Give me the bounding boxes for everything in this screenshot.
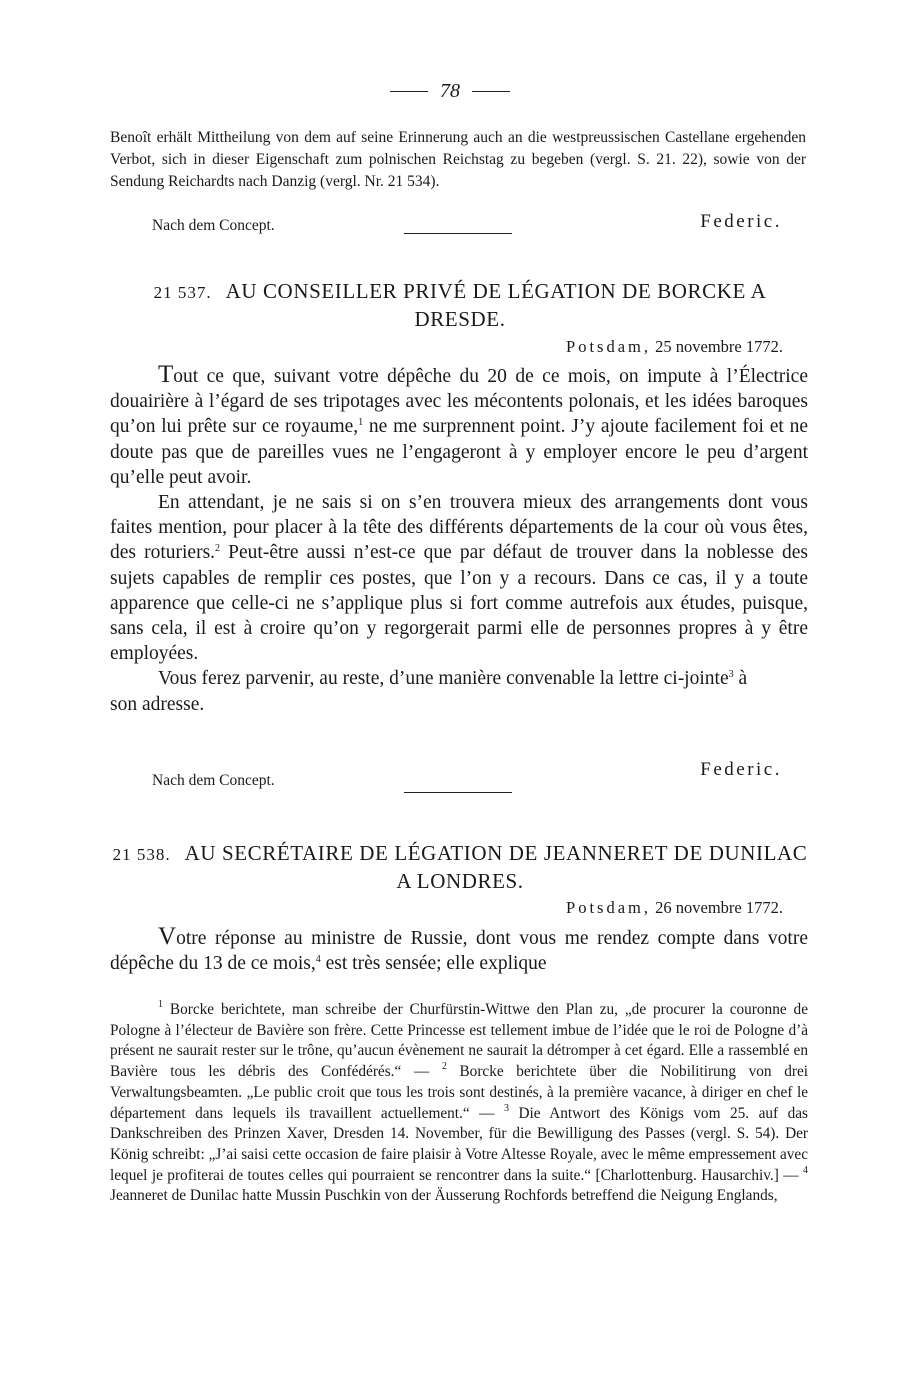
letter2-dropcap: V bbox=[158, 923, 177, 950]
footnote-1-mark: 1 bbox=[158, 999, 163, 1010]
footnotes bbox=[110, 1000, 808, 1207]
page-number: 78 bbox=[440, 80, 460, 102]
letter2-place: Potsdam, bbox=[566, 898, 652, 917]
letter2-paragraph-1 bbox=[110, 924, 808, 976]
letter1-signature-row bbox=[152, 759, 782, 794]
letter1-p1-text: out ce que, suivant votre dépêche du 20 de ce mois, on impute à l’Électrice douairière à l’égard de ses tripotages avec les mécontents polonais, et les idées baroques qu’on lui prête sur ce royaume, bbox=[110, 366, 808, 438]
footnote-ref-3[interactable]: 3 bbox=[728, 669, 734, 681]
footnote-3-text: Die Antwort des Königs vom 25. auf das Dankschreiben des Prinzen Xaver, Dresden 14. November, für die Bewilligung des Passes (vergl. S. 54). Der König schreibt: „J’ai saisi cette occasion de faire plaisir à Votre Altesse Royale, avec le même empressement avec lequel je profiterai de toutes celles qui pourraient se rencontrer dans la suite.“ [Charlottenburg. Hausarchiv.] — bbox=[110, 1104, 808, 1184]
footnote-4-text: Jeanneret de Dunilac hatte Mussin Puschkin von der Äusserung Rochfords betreffend die Neigung Englands, bbox=[110, 1187, 778, 1205]
letter1-number: 21 537. bbox=[153, 283, 212, 302]
letter1-body bbox=[110, 362, 808, 717]
letter1-dateline bbox=[566, 337, 783, 357]
intro-signature: Federic. bbox=[700, 211, 782, 232]
letter1-p2-end: Peut-être aussi n’est-ce que par défaut de trouver dans la noblesse des sujets capables de remplir ces postes, que l’on y a recours. Dans ce cas, il y a toute apparence que celle-ci ne s’applique plus si fort comme autrefois aux études, puisque, sans cela, il est à croire qu’on y regorgerait parmi elle de personnes propres à y être employées. bbox=[110, 542, 808, 665]
letter1-paragraph-2 bbox=[110, 490, 808, 666]
letter1-signature: Federic. bbox=[700, 759, 782, 780]
header-dash-right bbox=[472, 91, 510, 92]
page-header bbox=[0, 80, 900, 103]
letter1-p2-text: En attendant, je ne sais si on s’en trouvera mieux des arrangements dont vous faites mention, pour placer à la tête des différents départements de la cour où vous êtes, des roturiers. bbox=[110, 492, 808, 564]
letter1-separator bbox=[404, 792, 512, 793]
letter2-body bbox=[110, 924, 808, 976]
letter2-date: 26 novembre 1772. bbox=[655, 898, 783, 917]
letter1-p3-end: à son adresse. bbox=[110, 668, 748, 715]
letter1-paragraph-3 bbox=[110, 666, 808, 716]
footnote-ref-4[interactable]: 4 bbox=[315, 954, 321, 966]
intro-signature-row bbox=[152, 213, 782, 243]
footnote-2-text: Borcke berichtete über die Nobilitirung von drei Verwaltungsbeamten. „Le public croit que tous les trois sont destinés, à la première vacance, à diriger en chef le département dans lequels ils travaillent actuellement.“ — bbox=[110, 1063, 808, 1122]
letter1-p1-end: ne me surprennent point. J’y ajoute facilement foi et ne doute pas que de pareilles vues ne l’engageront à y employer encore le peu d’argent qu’elle peut avoir. bbox=[110, 416, 808, 488]
letter2-p1-end: est très sensée; elle explique bbox=[320, 953, 547, 975]
letter2-dateline bbox=[566, 898, 783, 918]
letter1-p3-text: Vous ferez parvenir, au reste, d’une manière convenable la lettre ci-jointe bbox=[158, 668, 729, 690]
footnote-ref-2[interactable]: 2 bbox=[215, 543, 221, 555]
letter2-heading bbox=[110, 840, 810, 894]
letter1-dropcap: T bbox=[158, 361, 174, 388]
letter1-place: Potsdam, bbox=[566, 337, 652, 356]
intro-separator bbox=[404, 233, 512, 234]
letter2-title: AU SECRÉTAIRE DE LÉGATION DE JEANNERET DE DUNILAC A LONDRES. bbox=[184, 841, 808, 893]
footnote-1-text: Borcke berichtete, man schreibe der Churfürstin-Wittwe den Plan zu, „de procurer la couronne de Pologne à l’électeur de Bavière son frère. Cette Princesse est tellement imbue de l’idée que le roi de Pologne d’à présent ne saurait rester sur le trône, qu’aucun évènement ne saurait la détromper à cet égard. Elle a rassemblé en Bavière tous les débris des Confédérés.“ — bbox=[110, 1001, 808, 1081]
footnote-ref-1[interactable]: 1 bbox=[358, 417, 364, 429]
letter2-number: 21 538. bbox=[112, 845, 171, 864]
letter1-heading bbox=[110, 278, 810, 332]
letter1-date: 25 novembre 1772. bbox=[655, 337, 783, 356]
footnote-3-mark: 3 bbox=[503, 1102, 509, 1114]
footnote-2-mark: 2 bbox=[441, 1061, 447, 1073]
letter1-title: AU CONSEILLER PRIVÉ DE LÉGATION DE BORCKE A DRESDE. bbox=[225, 279, 767, 331]
header-dash-left bbox=[390, 91, 428, 92]
letter2-p1-text: otre réponse au ministre de Russie, dont vous me rendez compte dans votre dépêche du 13 de ce mois, bbox=[110, 928, 808, 975]
footnote-block bbox=[110, 1000, 808, 1207]
letter1-source-note: Nach dem Concept. bbox=[152, 772, 275, 789]
footnote-4-mark: 4 bbox=[803, 1164, 808, 1176]
intro-summary: Benoît erhält Mittheilung von dem auf seine Erinnerung auch an die westpreussischen Castellane ergehenden Verbot, sich in dieser Eigenschaft zum polnischen Reichstag zu begeben (vergl. S. 21. 22), sowie von der Sendung Reichardts nach Danzig (vergl. Nr. 21 534). bbox=[110, 129, 806, 190]
letter1-paragraph-1 bbox=[110, 362, 808, 490]
intro-source-note: Nach dem Concept. bbox=[152, 217, 275, 234]
